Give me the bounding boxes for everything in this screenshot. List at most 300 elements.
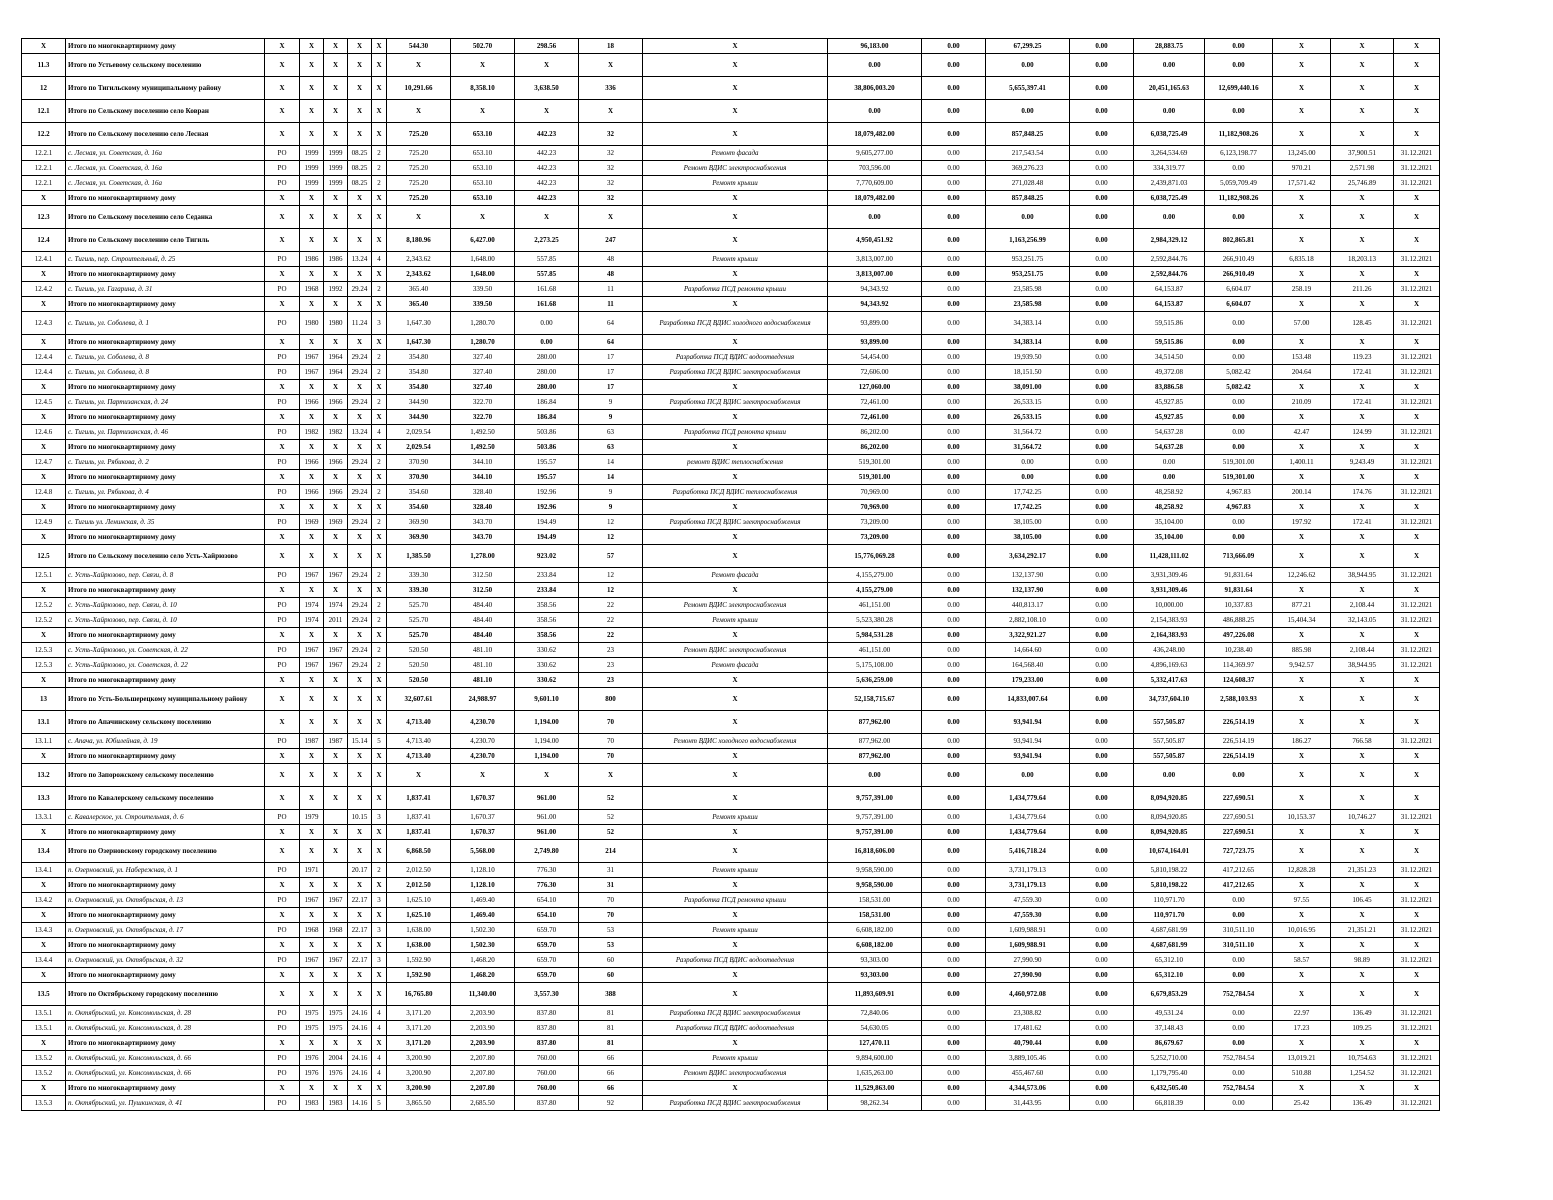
regional-funds-cell: 0.00 (986, 54, 1070, 77)
item-number: 13.5.2 (22, 1066, 66, 1081)
table-row (22, 1021, 1440, 1036)
deadline-cell: X (1394, 123, 1440, 146)
total-area-cell: 1,837.41 (387, 825, 451, 840)
build-year-cell: 1974 (300, 613, 324, 628)
federal-funds-cell: 0.00 (922, 267, 986, 282)
unit-cost-cell: 17,571.42 (1273, 176, 1331, 191)
regional-funds-cell: 31,564.72 (986, 440, 1070, 455)
unit-cost-cell: 13,019.21 (1273, 1051, 1331, 1066)
other-funds-cell: 0.00 (1205, 410, 1273, 425)
nonliving-area-cell: 233.84 (515, 568, 579, 583)
federal-funds-cell: 0.00 (922, 500, 986, 515)
work-type-cell: Разработка ПСД ВДИС электроснабжения (643, 365, 828, 380)
build-year-cell: 1987 (300, 734, 324, 749)
address-cell: Итого по Сельскому поселению село Лесная (66, 123, 265, 146)
owner-type-cell: X (265, 628, 300, 643)
build-year-cell: 1967 (300, 953, 324, 968)
regional-funds-cell: 27,990.90 (986, 953, 1070, 968)
unit-cost-cell: 10,016.95 (1273, 923, 1331, 938)
max-unit-cost-cell: 2,571.98 (1331, 161, 1394, 176)
municipal-funds-cell: 0.00 (1070, 968, 1134, 983)
residents-cell: 70 (579, 908, 643, 923)
deadline-cell: X (1394, 470, 1440, 485)
unit-cost-cell: X (1273, 100, 1331, 123)
max-unit-cost-cell: 119.23 (1331, 350, 1394, 365)
owner-type-cell: X (265, 39, 300, 54)
reconstruction-year-cell: 1999 (324, 146, 348, 161)
living-area-cell: 339.50 (451, 282, 515, 297)
build-year-cell: 1983 (300, 1096, 324, 1111)
address-cell: п. Озерновский, ул. Октябрьская, д. 13 (66, 893, 265, 908)
nonliving-area-cell: 195.57 (515, 455, 579, 470)
reconstruction-year-cell: 1986 (324, 252, 348, 267)
total-area-cell: 6,868.50 (387, 840, 451, 863)
max-unit-cost-cell: X (1331, 530, 1394, 545)
floors-cell: X (372, 583, 387, 598)
build-year-cell: X (300, 100, 324, 123)
owner-funds-cell: 10,000.00 (1134, 598, 1205, 613)
reconstruction-year-cell: X (324, 878, 348, 893)
max-unit-cost-cell: X (1331, 968, 1394, 983)
regional-funds-cell: 26,533.15 (986, 410, 1070, 425)
regional-funds-cell: 271,028.48 (986, 176, 1070, 191)
reconstruction-year-cell: X (324, 470, 348, 485)
total-area-cell: 725.20 (387, 146, 451, 161)
residents-cell: 64 (579, 312, 643, 335)
total-area-cell: 1,625.10 (387, 893, 451, 908)
deadline-cell: 31.12.2021 (1394, 161, 1440, 176)
federal-funds-cell: 0.00 (922, 380, 986, 395)
municipal-funds-cell: 0.00 (1070, 455, 1134, 470)
address-cell: Итого по многоквартирному дому (66, 335, 265, 350)
total-area-cell: 354.80 (387, 365, 451, 380)
item-number: 13.3 (22, 787, 66, 810)
work-type-cell: Ремонт крыши (643, 810, 828, 825)
address-cell: Итого по многоквартирному дому (66, 410, 265, 425)
owner-type-cell: X (265, 530, 300, 545)
deadline-cell: 31.12.2021 (1394, 734, 1440, 749)
owner-funds-cell: 3,264,534.69 (1134, 146, 1205, 161)
max-unit-cost-cell: X (1331, 983, 1394, 1006)
reconstruction-year-cell: X (324, 583, 348, 598)
municipal-funds-cell: 0.00 (1070, 282, 1134, 297)
reconstruction-year-cell (324, 810, 348, 825)
address-cell: Итого по многоквартирному дому (66, 267, 265, 282)
federal-funds-cell: 0.00 (922, 711, 986, 734)
municipal-funds-cell: 0.00 (1070, 470, 1134, 485)
table-row (22, 983, 1440, 1006)
total-area-cell: 3,200.90 (387, 1081, 451, 1096)
owner-funds-cell: 49,372.08 (1134, 365, 1205, 380)
max-unit-cost-cell: X (1331, 878, 1394, 893)
work-type-cell: Ремонт крыши (643, 252, 828, 267)
floors-cell: X (372, 470, 387, 485)
regional-funds-cell: 0.00 (986, 764, 1070, 787)
max-unit-cost-cell: X (1331, 938, 1394, 953)
reconstruction-year-cell: X (324, 77, 348, 100)
address-cell: с. Тигиль ул. Ленинская, д. 35 (66, 515, 265, 530)
unit-cost-cell: X (1273, 500, 1331, 515)
other-funds-cell: 10,337.83 (1205, 598, 1273, 613)
nonliving-area-cell: 923.02 (515, 545, 579, 568)
max-unit-cost-cell: 21,351.21 (1331, 923, 1394, 938)
living-area-cell: 2,203.90 (451, 1006, 515, 1021)
regional-funds-cell: 164,568.40 (986, 658, 1070, 673)
table-row (22, 787, 1440, 810)
build-year-cell: X (300, 938, 324, 953)
regional-funds-cell: 34,383.14 (986, 335, 1070, 350)
regional-funds-cell: 17,481.62 (986, 1021, 1070, 1036)
floors-cell: 2 (372, 598, 387, 613)
item-number: 12.4.2 (22, 282, 66, 297)
item-number: 12.4.5 (22, 395, 66, 410)
build-year-cell: X (300, 1081, 324, 1096)
deadline-cell: X (1394, 688, 1440, 711)
total-cost-cell: 16,818,606.00 (828, 840, 922, 863)
total-area-cell: 2,012.50 (387, 863, 451, 878)
reconstruction-year-cell: 1983 (324, 1096, 348, 1111)
total-area-cell: 1,647.30 (387, 312, 451, 335)
federal-funds-cell: 0.00 (922, 176, 986, 191)
address-cell: Итого по многоквартирному дому (66, 878, 265, 893)
item-number: X (22, 878, 66, 893)
total-area-cell: 525.70 (387, 628, 451, 643)
wear-cell: 24.16 (348, 1066, 372, 1081)
unit-cost-cell: X (1273, 628, 1331, 643)
reconstruction-year-cell: 1966 (324, 485, 348, 500)
total-cost-cell: 93,303.00 (828, 953, 922, 968)
total-cost-cell: 11,529,863.00 (828, 1081, 922, 1096)
work-type-cell: Разработка ПСД ВДИС водоотведения (643, 1021, 828, 1036)
total-cost-cell: 877,962.00 (828, 749, 922, 764)
total-area-cell: X (387, 54, 451, 77)
work-type-cell: X (643, 825, 828, 840)
regional-funds-cell: 179,233.00 (986, 673, 1070, 688)
federal-funds-cell: 0.00 (922, 1066, 986, 1081)
wear-cell: X (348, 191, 372, 206)
other-funds-cell: 2,588,103.93 (1205, 688, 1273, 711)
owner-type-cell: X (265, 229, 300, 252)
work-type-cell: X (643, 229, 828, 252)
regional-funds-cell: 3,889,105.46 (986, 1051, 1070, 1066)
table-row (22, 365, 1440, 380)
owner-funds-cell: 5,332,417.63 (1134, 673, 1205, 688)
federal-funds-cell: 0.00 (922, 410, 986, 425)
wear-cell: X (348, 470, 372, 485)
regional-funds-cell: 1,434,779.64 (986, 787, 1070, 810)
regional-funds-cell: 1,163,256.99 (986, 229, 1070, 252)
owner-type-cell: РО (265, 953, 300, 968)
regional-funds-cell: 47,559.30 (986, 908, 1070, 923)
residents-cell: 23 (579, 658, 643, 673)
total-cost-cell: 86,202.00 (828, 440, 922, 455)
item-number: X (22, 583, 66, 598)
residents-cell: 31 (579, 878, 643, 893)
living-area-cell: 24,988.97 (451, 688, 515, 711)
max-unit-cost-cell: 38,944.95 (1331, 568, 1394, 583)
regional-funds-cell: 0.00 (986, 100, 1070, 123)
living-area-cell: 2,203.90 (451, 1021, 515, 1036)
other-funds-cell: 11,182,908.26 (1205, 191, 1273, 206)
owner-funds-cell: 6,679,853.29 (1134, 983, 1205, 1006)
work-type-cell: Разработка ПСД ВДИС водоотведения (643, 953, 828, 968)
build-year-cell: X (300, 191, 324, 206)
owner-type-cell: РО (265, 568, 300, 583)
other-funds-cell: 0.00 (1205, 425, 1273, 440)
work-type-cell: X (643, 628, 828, 643)
wear-cell: 24.16 (348, 1006, 372, 1021)
work-type-cell: X (643, 206, 828, 229)
nonliving-area-cell: 776.30 (515, 878, 579, 893)
unit-cost-cell: X (1273, 968, 1331, 983)
max-unit-cost-cell: X (1331, 711, 1394, 734)
deadline-cell: X (1394, 968, 1440, 983)
address-cell: с. Тигиль, ул. Соболева, д. 8 (66, 365, 265, 380)
owner-funds-cell: 86,679.67 (1134, 1036, 1205, 1051)
total-area-cell: 3,865.50 (387, 1096, 451, 1111)
residents-cell: 66 (579, 1051, 643, 1066)
total-area-cell: 1,638.00 (387, 923, 451, 938)
unit-cost-cell: X (1273, 410, 1331, 425)
regional-funds-cell: 217,543.54 (986, 146, 1070, 161)
wear-cell: 11.24 (348, 312, 372, 335)
total-cost-cell: 703,596.00 (828, 161, 922, 176)
nonliving-area-cell: 961.00 (515, 787, 579, 810)
wear-cell: 29.24 (348, 613, 372, 628)
wear-cell: X (348, 878, 372, 893)
living-area-cell: 1,128.10 (451, 878, 515, 893)
deadline-cell: 31.12.2021 (1394, 425, 1440, 440)
wear-cell: 10.15 (348, 810, 372, 825)
unit-cost-cell: 970.21 (1273, 161, 1331, 176)
reconstruction-year-cell: X (324, 1036, 348, 1051)
living-area-cell: 4,230.70 (451, 749, 515, 764)
address-cell: Итого по многоквартирному дому (66, 440, 265, 455)
federal-funds-cell: 0.00 (922, 825, 986, 840)
reconstruction-year-cell: 1999 (324, 161, 348, 176)
table-row (22, 613, 1440, 628)
federal-funds-cell: 0.00 (922, 1036, 986, 1051)
living-area-cell: 322.70 (451, 395, 515, 410)
item-number: 12.5 (22, 545, 66, 568)
floors-cell: X (372, 1081, 387, 1096)
living-area-cell: 484.40 (451, 598, 515, 613)
work-type-cell: X (643, 191, 828, 206)
reconstruction-year-cell: X (324, 968, 348, 983)
regional-funds-cell: 4,460,972.08 (986, 983, 1070, 1006)
other-funds-cell: 226,514.19 (1205, 749, 1273, 764)
other-funds-cell: 0.00 (1205, 968, 1273, 983)
wear-cell: 29.24 (348, 365, 372, 380)
build-year-cell: 1967 (300, 893, 324, 908)
work-type-cell: Разработка ПСД ВДИС электроснабжения (643, 1096, 828, 1111)
address-cell: с. Усть-Хайрюзово, пер. Связи, д. 10 (66, 613, 265, 628)
regional-funds-cell: 27,990.90 (986, 968, 1070, 983)
floors-cell: 2 (372, 176, 387, 191)
reconstruction-year-cell: 1982 (324, 425, 348, 440)
total-cost-cell: 4,950,451.92 (828, 229, 922, 252)
item-number: X (22, 968, 66, 983)
federal-funds-cell: 0.00 (922, 455, 986, 470)
build-year-cell: X (300, 123, 324, 146)
other-funds-cell: 0.00 (1205, 764, 1273, 787)
total-area-cell: 354.60 (387, 485, 451, 500)
deadline-cell: 31.12.2021 (1394, 598, 1440, 613)
max-unit-cost-cell: X (1331, 100, 1394, 123)
work-type-cell: X (643, 1081, 828, 1096)
wear-cell: 29.24 (348, 568, 372, 583)
work-type-cell: X (643, 54, 828, 77)
municipal-funds-cell: 0.00 (1070, 568, 1134, 583)
address-cell: с. Усть-Хайрюзово, пер. Связи, д. 10 (66, 598, 265, 613)
build-year-cell: X (300, 77, 324, 100)
regional-funds-cell: 4,344,573.06 (986, 1081, 1070, 1096)
floors-cell: 2 (372, 161, 387, 176)
nonliving-area-cell: 186.84 (515, 410, 579, 425)
work-type-cell: Ремонт фасада (643, 146, 828, 161)
deadline-cell: X (1394, 297, 1440, 312)
living-area-cell: 1,502.30 (451, 938, 515, 953)
deadline-cell: 31.12.2021 (1394, 485, 1440, 500)
owner-type-cell: X (265, 787, 300, 810)
federal-funds-cell: 0.00 (922, 350, 986, 365)
table-row (22, 810, 1440, 825)
deadline-cell: X (1394, 878, 1440, 893)
other-funds-cell: 0.00 (1205, 1096, 1273, 1111)
deadline-cell: X (1394, 335, 1440, 350)
item-number: X (22, 335, 66, 350)
residents-cell: 22 (579, 628, 643, 643)
reconstruction-year-cell: X (324, 267, 348, 282)
residents-cell: X (579, 54, 643, 77)
total-cost-cell: 0.00 (828, 100, 922, 123)
living-area-cell: 653.10 (451, 123, 515, 146)
deadline-cell: 31.12.2021 (1394, 863, 1440, 878)
municipal-funds-cell: 0.00 (1070, 191, 1134, 206)
build-year-cell: 1999 (300, 161, 324, 176)
table-row (22, 146, 1440, 161)
item-number: 13.4.3 (22, 923, 66, 938)
max-unit-cost-cell: X (1331, 380, 1394, 395)
item-number: X (22, 825, 66, 840)
owner-type-cell: РО (265, 643, 300, 658)
residents-cell: 66 (579, 1066, 643, 1081)
other-funds-cell: 11,182,908.26 (1205, 123, 1273, 146)
unit-cost-cell: 1,400.11 (1273, 455, 1331, 470)
owner-funds-cell: 48,258.92 (1134, 500, 1205, 515)
other-funds-cell: 0.00 (1205, 440, 1273, 455)
max-unit-cost-cell: 1,254.52 (1331, 1066, 1394, 1081)
unit-cost-cell: 153.48 (1273, 350, 1331, 365)
nonliving-area-cell: 659.70 (515, 938, 579, 953)
regional-funds-cell: 38,105.00 (986, 530, 1070, 545)
total-cost-cell: 9,757,391.00 (828, 825, 922, 840)
other-funds-cell: 752,784.54 (1205, 1051, 1273, 1066)
floors-cell: X (372, 123, 387, 146)
reconstruction-year-cell: X (324, 673, 348, 688)
deadline-cell: X (1394, 39, 1440, 54)
reconstruction-year-cell: 1964 (324, 350, 348, 365)
build-year-cell: X (300, 673, 324, 688)
federal-funds-cell: 0.00 (922, 1081, 986, 1096)
wear-cell: X (348, 673, 372, 688)
owner-funds-cell: 6,038,725.49 (1134, 191, 1205, 206)
table-row (22, 77, 1440, 100)
wear-cell: X (348, 968, 372, 983)
work-type-cell: Ремонт ВДИС электроснабжения (643, 643, 828, 658)
total-area-cell: 370.90 (387, 470, 451, 485)
total-area-cell: 725.20 (387, 123, 451, 146)
regional-funds-cell: 19,939.50 (986, 350, 1070, 365)
max-unit-cost-cell: 128.45 (1331, 312, 1394, 335)
total-area-cell: 520.50 (387, 643, 451, 658)
max-unit-cost-cell: 2,108.44 (1331, 598, 1394, 613)
nonliving-area-cell: 194.49 (515, 515, 579, 530)
regional-funds-cell: 40,790.44 (986, 1036, 1070, 1051)
living-area-cell: 481.10 (451, 658, 515, 673)
wear-cell: X (348, 77, 372, 100)
address-cell: Итого по Сельскому поселению село Тигиль (66, 229, 265, 252)
work-type-cell: ремонт ВДИС теплоснабжения (643, 455, 828, 470)
federal-funds-cell: 0.00 (922, 1021, 986, 1036)
residents-cell: 70 (579, 711, 643, 734)
unit-cost-cell: X (1273, 39, 1331, 54)
other-funds-cell: 0.00 (1205, 530, 1273, 545)
federal-funds-cell: 0.00 (922, 229, 986, 252)
address-cell: Итого по Сельскому поселению село Седанка (66, 206, 265, 229)
address-cell: с. Тигиль, ул. Партизанская, д. 24 (66, 395, 265, 410)
total-cost-cell: 3,813,007.00 (828, 252, 922, 267)
regional-funds-cell: 2,882,108.10 (986, 613, 1070, 628)
reconstruction-year-cell: X (324, 545, 348, 568)
living-area-cell: 1,648.00 (451, 267, 515, 282)
work-type-cell: Ремонт ВДИС электроснабжения (643, 161, 828, 176)
nonliving-area-cell: 659.70 (515, 923, 579, 938)
wear-cell: 15.14 (348, 734, 372, 749)
regional-funds-cell: 23,585.98 (986, 282, 1070, 297)
wear-cell: X (348, 39, 372, 54)
other-funds-cell: 6,604.07 (1205, 282, 1273, 297)
owner-funds-cell: 34,737,604.10 (1134, 688, 1205, 711)
build-year-cell: X (300, 787, 324, 810)
regional-funds-cell: 0.00 (986, 455, 1070, 470)
build-year-cell: 1967 (300, 568, 324, 583)
unit-cost-cell: 877.21 (1273, 598, 1331, 613)
address-cell: Итого по Апачинскому сельскому поселению (66, 711, 265, 734)
federal-funds-cell: 0.00 (922, 983, 986, 1006)
unit-cost-cell: 97.55 (1273, 893, 1331, 908)
address-cell: с. Усть-Хайрюзово, ул. Советская, д. 22 (66, 658, 265, 673)
floors-cell: 2 (372, 395, 387, 410)
table-row (22, 530, 1440, 545)
work-type-cell: X (643, 787, 828, 810)
total-area-cell: 520.50 (387, 658, 451, 673)
unit-cost-cell: X (1273, 380, 1331, 395)
address-cell: п. Озерновский, ул. Октябрьская, д. 32 (66, 953, 265, 968)
build-year-cell: 1999 (300, 146, 324, 161)
floors-cell: 3 (372, 893, 387, 908)
federal-funds-cell: 0.00 (922, 123, 986, 146)
unit-cost-cell: 210.09 (1273, 395, 1331, 410)
nonliving-area-cell: X (515, 764, 579, 787)
total-cost-cell: 54,454.00 (828, 350, 922, 365)
max-unit-cost-cell: 21,351.23 (1331, 863, 1394, 878)
build-year-cell: X (300, 39, 324, 54)
unit-cost-cell: 197.92 (1273, 515, 1331, 530)
reconstruction-year-cell: 1967 (324, 953, 348, 968)
max-unit-cost-cell: 10,754.63 (1331, 1051, 1394, 1066)
regional-funds-cell: 857,848.25 (986, 123, 1070, 146)
